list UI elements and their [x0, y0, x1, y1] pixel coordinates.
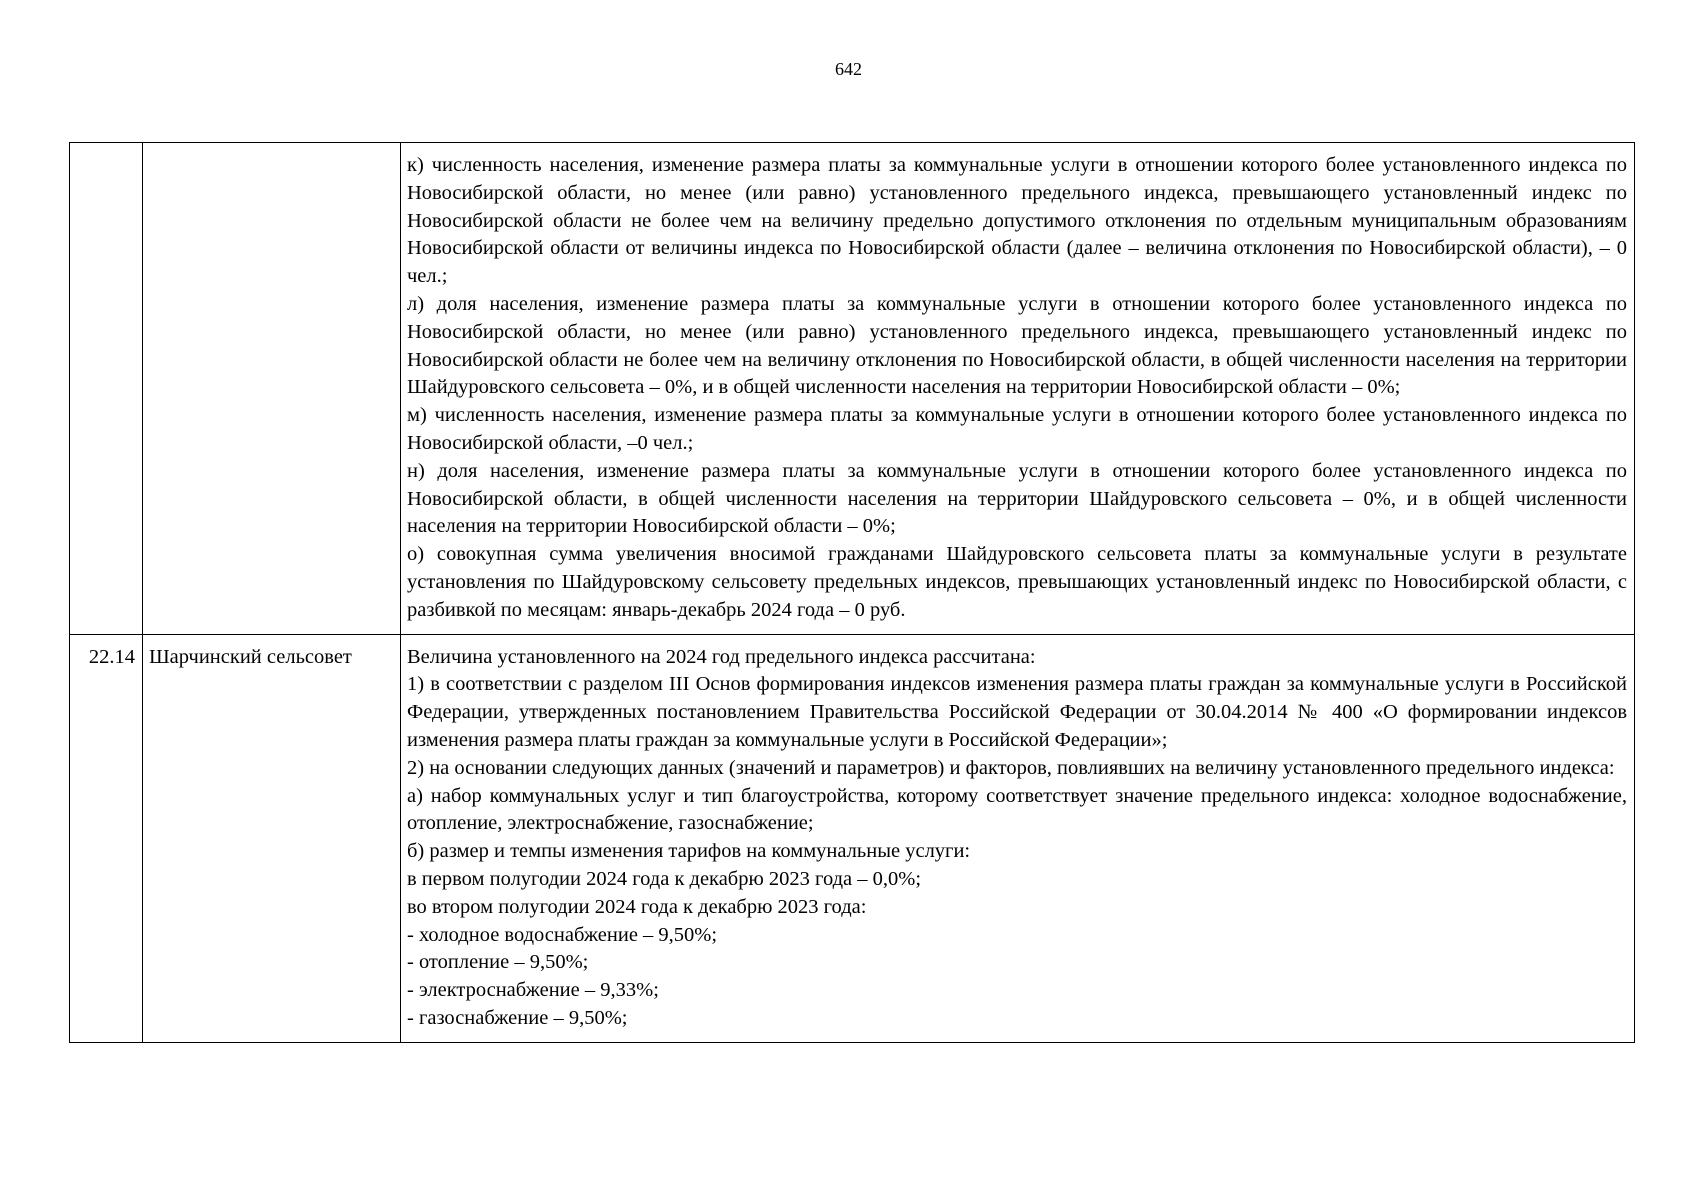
description-cell [401, 143, 1635, 635]
paragraph: 2) на основании следующих данных (значений и параметров) и факторов, повлиявших на величину установленного предельного индекса: [407, 756, 1615, 779]
paragraph: м) численность населения, изменение размера платы за коммунальные услуги в отношении которого более установленного индекса по Новосибирской области, –0 чел.; [407, 404, 1627, 454]
paragraph: н) доля населения, изменение размера платы за коммунальные услуги в отношении которого более установленного индекса по Новосибирской области, в общей численности населения на территории Шайдуровского сельсовета – 0%, и в общей численности населения на территории Новосибирской области – 0%; [407, 459, 1627, 538]
row-number-cell: 22.14 [70, 634, 143, 1042]
paragraph: во втором полугодии 2024 года к декабрю 2023 года: [407, 895, 867, 918]
page-number: 642 [835, 59, 862, 79]
paragraph: - отопление – 9,50%; [407, 951, 589, 974]
paragraph: к) численность населения, изменение размера платы за коммунальные услуги в отношении которого более установленного индекса по Новосибирской области, но менее (или равно) установленного предельного индекса, превышающего установленный индекс по Новосибирской области не более чем на величину предельно допустимого отклонения по отдельным муниципальным образованиям Новосибирской области от величины индекса по Новосибирской области (далее – величина отклонения по Новосибирской области), – 0 чел.; [407, 154, 1627, 288]
paragraph: л) доля населения, изменение размера платы за коммунальные услуги в отношении которого более установленного индекса по Новосибирской области, но менее (или равно) установленного предельного индекса, превышающего установленный индекс по Новосибирской области не более чем на величину отклонения по Новосибирской области, в общей численности населения на территории Шайдуровского сельсовета – 0%, и в общей численности населения на территории Новосибирской области – 0%; [407, 292, 1627, 399]
description-cell [401, 634, 1635, 1042]
paragraph: 1) в соответствии с разделом III Основ формирования индексов изменения размера платы граждан за коммунальные услуги в Российской Федерации, утвержденных постановлением Правительства Российской Федерации от 30.04.2014 № 400 «О формировании индексов изменения размера платы граждан за коммунальные услуги в Российской Федерации»; [407, 673, 1627, 751]
document-table [69, 142, 1635, 1043]
paragraph: б) размер и темпы изменения тарифов на коммунальные услуги: [407, 840, 971, 863]
row-number-cell [70, 143, 143, 635]
paragraph: о) совокупная сумма увеличения вносимой гражданами Шайдуровского сельсовета платы за коммунальные услуги в результате установления по Шайдуровскому сельсовету предельных индексов, превышающих установленный индекс по Новосибирской области, с разбивкой по месяцам: январь-декабрь 2024 года – 0 руб. [407, 543, 1627, 621]
paragraph: - газоснабжение – 9,50%; [407, 1006, 628, 1029]
municipality-name-cell: Шарчинский сельсовет [143, 634, 401, 1042]
paragraph: - электроснабжение – 9,33%; [407, 979, 659, 1002]
table-row [70, 634, 1635, 1042]
table-row [70, 143, 1635, 635]
paragraph: Величина установленного на 2024 год предельного индекса рассчитана: [407, 645, 1036, 668]
paragraph: а) набор коммунальных услуг и тип благоустройства, которому соответствует значение предельного индекса: холодное водоснабжение, отопление, электроснабжение, газоснабжение; [407, 784, 1627, 835]
paragraph: - холодное водоснабжение – 9,50%; [407, 923, 718, 946]
municipality-name-cell [143, 143, 401, 635]
paragraph: в первом полугодии 2024 года к декабрю 2023 года – 0,0%; [407, 867, 922, 890]
